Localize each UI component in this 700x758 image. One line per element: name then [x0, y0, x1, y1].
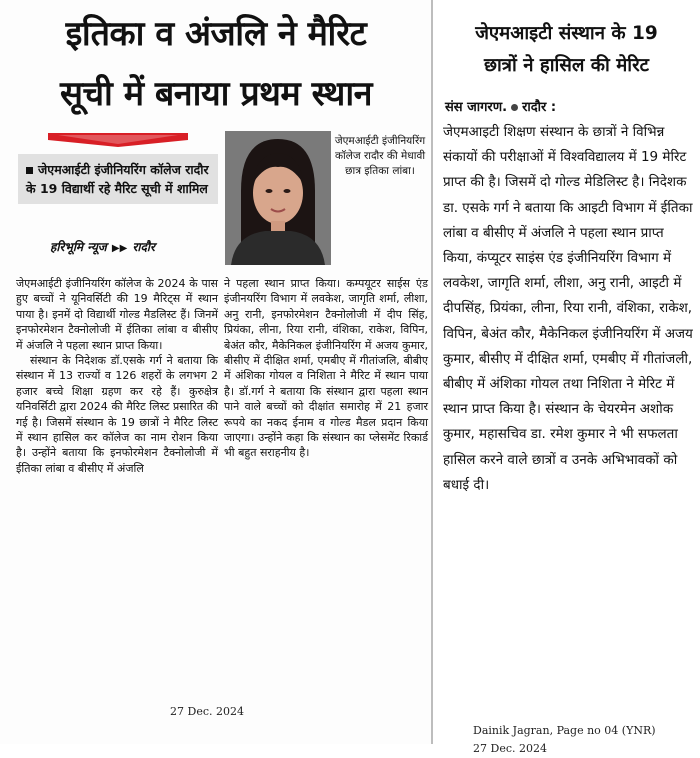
- headline-line-2: सूची में बनाया प्रथम स्थान: [59, 74, 373, 114]
- source-line-1: Dainik Jagran, Page no 04 (YNR): [473, 724, 656, 737]
- red-arrow-decoration: [48, 133, 188, 147]
- student-photo: [225, 131, 331, 265]
- byline-source: हरिभूमि न्यूज: [50, 240, 107, 254]
- bullet-square-icon: [26, 167, 33, 174]
- deck-text: जेएमआईटी इंजीनियरिंग कॉलेज रादौर के 19 विद्यार्थी रहे मैरिट सूची में शामिल: [26, 162, 209, 196]
- article-column-middle: [224, 276, 428, 461]
- headline-line-1: इतिका व अंजलि ने मैरिट: [65, 14, 367, 54]
- article-column-left: [16, 276, 218, 476]
- photo-caption: जेएमआईटी इंजीनियरिंग कॉलेज रादौर की मेधावी छात्र इतिका लांबा।: [334, 135, 426, 177]
- right-headline-line-2: छात्रों ने हासिल की मेरिट: [484, 55, 649, 76]
- source-note: [473, 722, 656, 758]
- source-line-2: 27 Dec. 2024: [473, 742, 547, 755]
- byline: [50, 238, 155, 255]
- paragraph: संस्थान के निदेशक डॉ.एसके गर्ग ने बताया कि संस्थान में 13 राज्यों व 126 शहरों के लगभग 2 हजार बच्चे शिक्षा ग्रहण कर रहे हैं। कुरुक्षेत्र यनिवर्सिटी द्वारा 2024 की मैरिट लिस्ट प्रसारित की गई है। जिसमें संस्थान के 19 छात्रों ने मैरिट लिस्ट में स्थान हासिल कर कॉलेज का नाम रोशन किया है। उन्होंने बताया कि इनफोरमेशन टैक्नोलोजी में ईतिका लांबा व बीसीए में अंजलि: [16, 354, 218, 475]
- right-headline: [433, 18, 700, 82]
- bullet-dot-icon: [511, 104, 518, 111]
- deck-box: [18, 154, 218, 204]
- dainik-jagran-clipping: [433, 0, 700, 755]
- dateline: [445, 97, 556, 115]
- dateline-source: संस जागरण.: [445, 100, 508, 115]
- double-arrow-icon: ▶▶: [111, 243, 128, 254]
- right-headline-line-1: जेएमआइटी संस्थान के 19: [475, 23, 658, 44]
- right-article-body: जेएमआइटी शिक्षण संस्थान के छात्रों ने विभिन्न संकायों की परीक्षाओं में विश्वविद्यालय में 19 मेरिट प्राप्त की है। जिसमें दो गोल्ड मेडिलिस्ट है। निदेशक डा. एसके गर्ग ने बताया कि आइटी विभाग में ईतिका लांबा व बीसीए में अंजलि ने पहला स्थान प्राप्त किया, कंप्यूटर साइंस एंड इंजीनियरिंग विभाग में लवकेश, जागृति शर्मा, लीशा, अनु रानी, आइटी में दीपसिंह, प्रियंका, लीना, रिया रानी, वंशिका, राकेश, विपिन, बेअंत कौर, मैकेनिकल इंजीनियरिंग में अजय कुमार, बीसीए में दीक्षित शर्मा, एमबीए में गीतांजली, बीबीए में अंशिका गोयल तथा निशिता ने मेरिट में स्थान प्राप्त किया है। संस्थान के चेयरमेन अशोक कुमार, महासचिव डा. रमेश कुमार ने भी सफलता हासिल करने वाले छात्रों व उनके अभिभावकों को बधाई दी।: [443, 124, 693, 493]
- paragraph: ने पहला स्थान प्राप्त किया। कम्पयूटर साईस एंड इंजीनयरिंग विभाग में लवकेश, जागृति शर्मा, लीशा, अनु रानी, इनफोरमेशन टैक्नोलोजी में दीप सिंह, प्रियंका, लीना, रिया रानी, वंशिका, राकेश, विपिन, बेअंत कौर, मैकेनिकल इंजीनियरिंग में अजय कुमार, बीसीए में दीक्षित शर्मा, एमबीए में गीतांजलि, बीबीए में अंशिका गोयल व निशिता ने मैरिट में स्थान पाया है। डॉ.गर्ग ने बताया कि संस्थान द्वारा पहला स्थान पाने वाले बच्चों को दीक्षांत समारोह में 21 हजार रूपये का नकद ईनाम व गोल्ड मैडल प्रदान किया जाएगा। उन्होंने कहा कि संस्थान का प्लेसमेंट रिकार्ड भी बहुत सराहनीय है।: [224, 277, 428, 460]
- clipping-date: 27 Dec. 2024: [170, 705, 244, 718]
- byline-place: रादौर: [132, 240, 155, 254]
- portrait-image: [225, 131, 331, 265]
- paragraph: जेएमआईटी इंजीनियरिंग कॉलेज के 2024 के पास हुए बच्चों ने यूनिवर्सिटी की 19 मैरिट्स में स्थान पाया है। इनमें दो विद्यार्थी गोल्ड मैडलिस्ट हैं। जिनमें इनफोरमेशन टैक्नोलोजी में ईतिका लांबा व बीसीए में अंजलि ने पहला स्थान प्राप्त किया।: [16, 277, 218, 352]
- dateline-place: रादौर :: [522, 100, 557, 115]
